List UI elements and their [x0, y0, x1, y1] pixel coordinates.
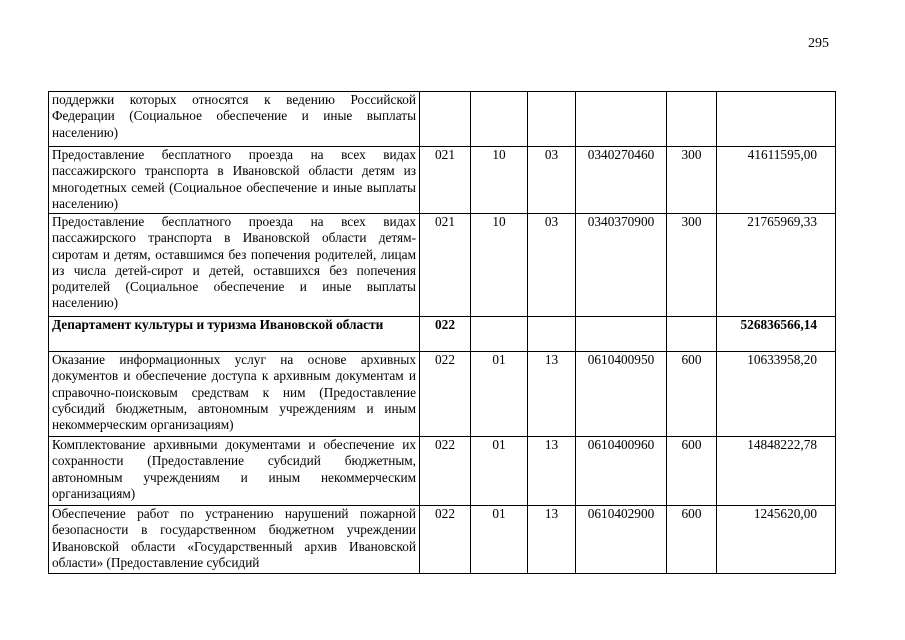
table-row — [49, 147, 836, 214]
row-pr: 03 — [528, 214, 576, 317]
row-rz: 10 — [471, 214, 528, 317]
row-rz: 01 — [471, 506, 528, 574]
row-description: Предоставление бесплатного проезда на всех видах пассажирского транспорта в Ивановской области детям-сиротам и детям, оставшимся без попечения родителей, лицам из числа детей-сирот и детей, оставшихся без попечения родителей (Социальное обеспечение и иные выплаты населению) — [49, 214, 420, 317]
row-description: Предоставление бесплатного проезда на всех видах пассажирского транспорта в Ивановской области детям из многодетных семей (Социальное обеспечение и иные выплаты населению) — [49, 147, 420, 214]
page-number: 295 — [808, 36, 829, 51]
row-csr: 0340270460 — [576, 147, 667, 214]
row-description: Комплектование архивными документами и обеспечение их сохранности (Предоставление субсидий бюджетным, автономным учреждениям и иным некоммерческим организациям) — [49, 437, 420, 506]
row-ved: 021 — [420, 147, 471, 214]
row-vr — [667, 317, 717, 352]
row-description: Обеспечение работ по устранению нарушений пожарной безопасности в государственном бюджетном учреждении Ивановской области «Государственный архив Ивановской области» (Предоставление субсидий — [49, 506, 420, 574]
row-csr: 0610400960 — [576, 437, 667, 506]
table-row — [49, 317, 836, 352]
row-csr: 0340370900 — [576, 214, 667, 317]
row-rz: 01 — [471, 437, 528, 506]
row-vr — [667, 92, 717, 147]
row-rz — [471, 317, 528, 352]
row-pr: 13 — [528, 437, 576, 506]
table-row — [49, 92, 836, 147]
row-pr — [528, 92, 576, 147]
row-rz: 10 — [471, 147, 528, 214]
row-pr: 13 — [528, 352, 576, 437]
row-csr: 0610402900 — [576, 506, 667, 574]
row-description: Оказание информационных услуг на основе архивных документов и обеспечение доступа к архивным документам и справочно-поисковым средствам к ним (Предоставление субсидий бюджетным, автономным учреждениям и иным некоммерческим организациям) — [49, 352, 420, 437]
table-row — [49, 214, 836, 317]
row-sum — [717, 92, 836, 147]
row-sum: 1245620,00 — [717, 506, 836, 574]
row-vr: 600 — [667, 437, 717, 506]
row-sum: 14848222,78 — [717, 437, 836, 506]
row-ved: 021 — [420, 214, 471, 317]
row-rz: 01 — [471, 352, 528, 437]
row-csr — [576, 92, 667, 147]
row-ved: 022 — [420, 437, 471, 506]
row-sum: 526836566,14 — [717, 317, 836, 352]
row-vr: 300 — [667, 147, 717, 214]
row-ved: 022 — [420, 352, 471, 437]
budget-table — [48, 91, 836, 574]
row-rz — [471, 92, 528, 147]
row-csr: 0610400950 — [576, 352, 667, 437]
row-sum: 41611595,00 — [717, 147, 836, 214]
table-row — [49, 437, 836, 506]
row-vr: 600 — [667, 506, 717, 574]
row-description: поддержки которых относятся к ведению Российской Федерации (Социальное обеспечение и иные выплаты населению) — [49, 92, 420, 147]
table-row — [49, 506, 836, 574]
row-sum: 21765969,33 — [717, 214, 836, 317]
row-ved: 022 — [420, 506, 471, 574]
row-csr — [576, 317, 667, 352]
row-pr: 03 — [528, 147, 576, 214]
row-ved: 022 — [420, 317, 471, 352]
row-vr: 300 — [667, 214, 717, 317]
row-pr — [528, 317, 576, 352]
row-pr: 13 — [528, 506, 576, 574]
row-description: Департамент культуры и туризма Ивановской области — [49, 317, 420, 352]
row-ved — [420, 92, 471, 147]
row-vr: 600 — [667, 352, 717, 437]
row-sum: 10633958,20 — [717, 352, 836, 437]
table-row — [49, 352, 836, 437]
